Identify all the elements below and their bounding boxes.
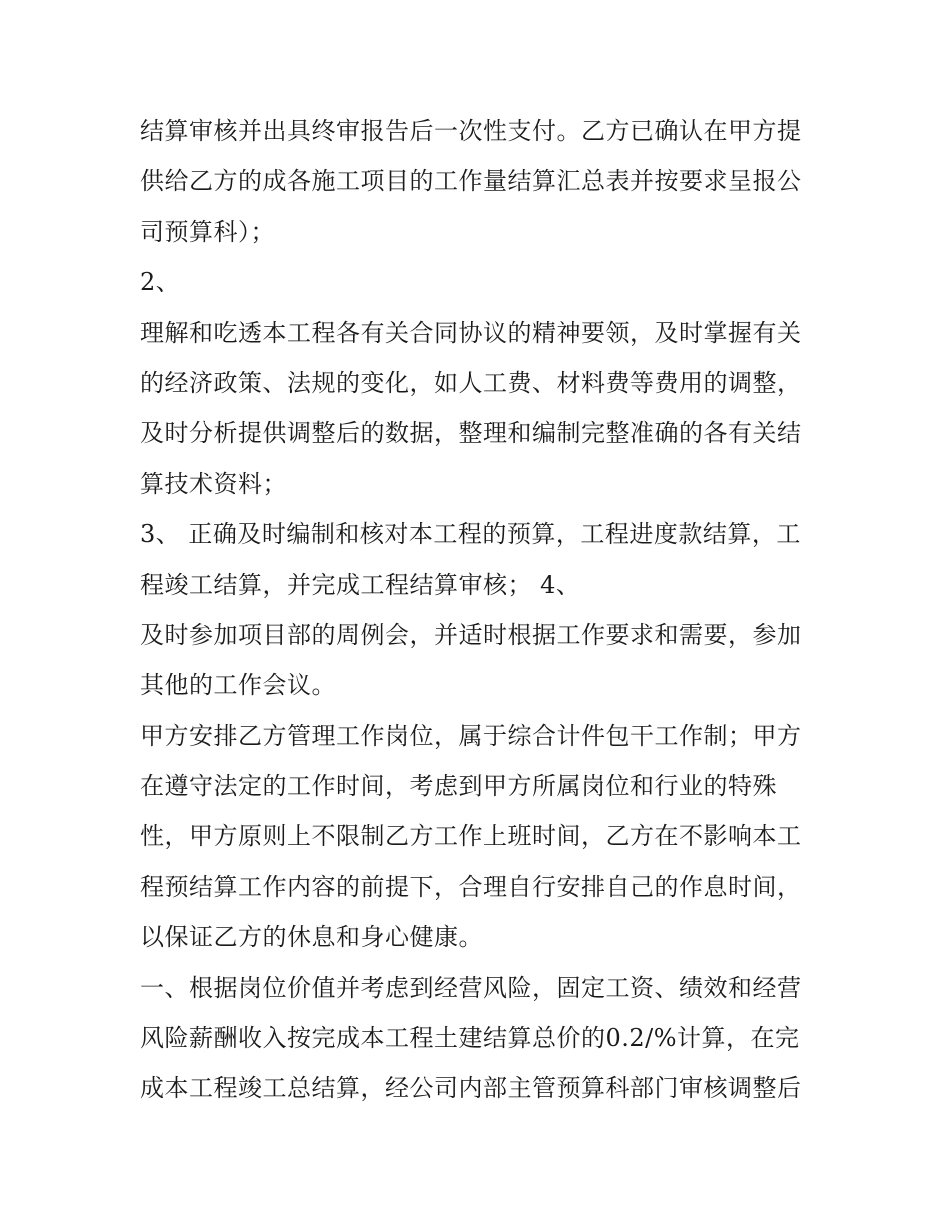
text-line: 一、根据岗位价值并考虑到经营风险，固定工资、绩效和经营 [140,973,802,1002]
text-line: 风险薪酬收入按完成本工程土建结算总价的0.2/%计算，在完 [140,1024,800,1053]
text-line: 结算审核并出具终审报告后一次性支付。乙方已确认在甲方提 [140,117,802,145]
text-line: 及时分析提供调整后的数据，整理和编制完整准确的各有关结 [140,419,802,448]
text-line: 司预算科）； [140,217,275,246]
text-line: 以保证乙方的休息和身心健康。 [140,923,483,952]
text-line: 其他的工作会议。 [140,671,336,700]
text-line: 算技术资料； [140,469,287,498]
text-line: 3、 正确及时编制和核对本工程的预算，工程进度款结算，工 [140,520,801,549]
text-line: 甲方安排乙方管理工作岗位，属于综合计件包干工作制；甲方 [140,721,802,750]
text-line: 性，甲方原则上不限制乙方工作上班时间，乙方在不影响本工 [140,822,802,851]
list-number: 2、 [140,268,181,297]
text-line: 理解和吃透本工程各有关合同协议的精神要领，及时掌握有关 [140,318,802,347]
text-line: 在遵守法定的工作时间，考虑到甲方所属岗位和行业的特殊 [140,772,777,801]
text-line: 的经济政策、法规的变化，如人工费、材料费等费用的调整， [140,368,802,397]
text-line: 程竣工结算，并完成工程结算审核； 4、 [140,570,581,599]
text-line: 成本工程竣工总结算，经公司内部主管预算科部门审核调整后 [140,1074,802,1103]
text-line: 程预结算工作内容的前提下，合理自行安排自己的作息时间， [140,872,802,901]
document-body [140,106,820,1114]
text-line: 供给乙方的成各施工项目的工作量结算汇总表并按要求呈报公 [140,167,802,196]
text-line: 及时参加项目部的周例会，并适时根据工作要求和需要，参加 [140,620,802,649]
